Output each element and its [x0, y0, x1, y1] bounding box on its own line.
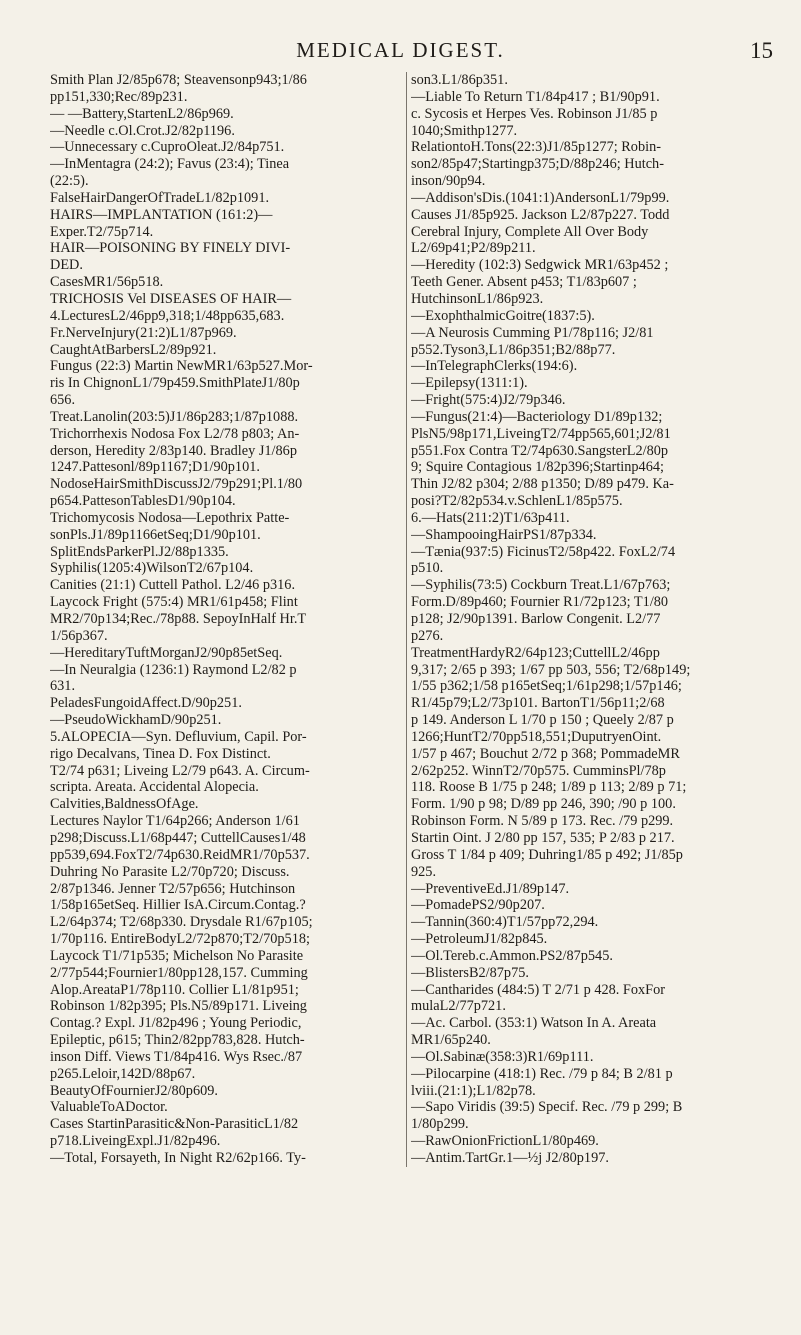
index-entry-line: Form. 1/90 p 98; D/89 pp 246, 390; /90 p 100. — [411, 796, 676, 813]
index-entry-line: 1/55 p362;1/58 p165etSeq;1/61p298;1/57p146; — [411, 678, 682, 695]
index-entry-line: 1/70p116. EntireBodyL2/72p870;T2/70p518; — [50, 931, 310, 948]
index-entry-line: —Ol.Tereb.c.Ammon.PS2/87p545. — [411, 947, 613, 964]
index-entry-line: Treat.Lanolin(203:5)J1/86p283;1/87p1088. — [50, 408, 299, 425]
index-entry-line: —Tænia(937:5) FicinusT2/58p422. FoxL2/74 — [411, 543, 676, 560]
index-entry-line: L2/64p374; T2/68p330. Drysdale R1/67p105; — [50, 914, 313, 931]
index-entry-line: — —Battery,StartenL2/86p969. — [50, 105, 234, 122]
index-entry-line: Canities (21:1) Cuttell Pathol. L2/46 p316. — [50, 577, 296, 594]
index-entry-line: —InTelegraphClerks(194:6). — [411, 358, 578, 375]
index-entry-line: FalseHairDangerOfTradeL1/82p1091. — [50, 189, 270, 206]
index-entry-line: Calvities,BaldnessOfAge. — [50, 796, 199, 813]
index-entry-line: T2/74 p631; Liveing L2/79 p643. A. Circum- — [50, 762, 310, 779]
index-entry-line: son3.L1/86p351. — [411, 72, 508, 88]
index-entry-line: lviii.(21:1);L1/82p78. — [411, 1082, 536, 1099]
index-entry-line: —Needle c.Ol.Crot.J2/82p1196. — [50, 122, 235, 139]
index-entry-line: p128; J2/90p1391. Barlow Congenit. L2/77 — [411, 611, 661, 627]
index-entry-line: Smith Plan J2/85p678; Steavensonp943;1/86 — [50, 72, 307, 88]
index-entry-line: 656. — [50, 392, 76, 409]
index-entry-line: Gross T 1/84 p 409; Duhring1/85 p 492; J1/85p — [411, 846, 683, 863]
index-entry-line: HutchinsonL1/86p923. — [411, 290, 544, 307]
index-entry-line: —In Neuralgia (1236:1) Raymond L2/82 p — [50, 661, 297, 678]
index-entry-line: TRICHOSIS Vel DISEASES OF HAIR— — [50, 290, 292, 307]
index-entry-line: Form.D/89p460; Fournier R1/72p123; T1/80 — [411, 594, 669, 611]
index-entry-line: —Syphilis(73:5) Cockburn Treat.L1/67p763; — [411, 577, 671, 594]
index-entry-line: 2/62p252. WinnT2/70p575. CumminsPl/78p — [411, 762, 666, 779]
index-entry-line: Exper.T2/75p714. — [50, 223, 154, 240]
index-entry-line: —Fright(575:4)J2/79p346. — [411, 392, 566, 409]
index-entry-line: —BlistersB2/87p75. — [411, 964, 529, 981]
index-entry-line: —Heredity (102:3) Sedgwick MR1/63p452 ; — [411, 257, 669, 274]
index-entry-line: Fungus (22:3) Martin NewMR1/63p527.Mor- — [50, 358, 313, 375]
index-entry-line: —Total, Forsayeth, In Night R2/62p166. Ty- — [50, 1150, 306, 1166]
index-entry-line: derson, Heredity 2/83p140. Bradley J1/86p — [50, 442, 297, 459]
index-entry-line: —PetroleumJ1/82p845. — [411, 931, 548, 948]
index-entry-line: scripta. Areata. Accidental Alopecia. — [50, 779, 259, 796]
page-number: 15 — [750, 38, 773, 63]
index-entry-line: sonPls.J1/89p1166etSeq;D1/90p101. — [50, 526, 261, 543]
index-entry-line: Robinson 1/82p395; Pls.N5/89p171. Liveing — [50, 998, 307, 1015]
index-entry-line: p552.Tyson3,L1/86p351;B2/88p77. — [411, 341, 616, 358]
index-entry-line: —Fungus(21:4)—Bacteriology D1/89p132; — [411, 408, 663, 425]
index-entry-line: HAIRS—IMPLANTATION (161:2)— — [50, 206, 273, 223]
index-entry-line: Duhring No Parasite L2/70p720; Discuss. — [50, 863, 290, 880]
index-entry-line: RelationtoH.Tons(22:3)J1/85p1277; Robin- — [411, 139, 661, 156]
index-entry-line: —Cantharides (484:5) T 2/71 p 428. FoxFor — [411, 981, 666, 998]
index-entry-line: —ShampooingHairPS1/87p334. — [411, 526, 597, 543]
index-entry-line: inson Diff. Views T1/84p416. Wys Rsec./87 — [50, 1048, 303, 1065]
index-entry-line: CasesMR1/56p518. — [50, 274, 164, 291]
index-entry-line: —Ol.Sabinæ(358:3)R1/69p111. — [411, 1048, 594, 1065]
index-entry-line: —Pilocarpine (418:1) Rec. /79 p 84; B 2/81 p — [411, 1065, 673, 1082]
index-entry-line: —Tannin(360:4)T1/57pp72,294. — [411, 914, 599, 931]
index-entry-line: Cerebral Injury, Complete All Over Body — [411, 223, 649, 240]
index-entry-line: —PomadePS2/90p207. — [411, 897, 545, 914]
index-entry-line: —Ac. Carbol. (353:1) Watson In A. Areata — [411, 1015, 657, 1032]
index-entry-line: p510. — [411, 560, 444, 577]
index-entry-line: —PreventiveEd.J1/89p147. — [411, 880, 570, 897]
index-entry-line: Alop.AreataP1/78p110. Collier L1/81p951; — [50, 981, 299, 998]
index-entry-line: Laycock T1/71p535; Michelson No Parasite — [50, 947, 304, 964]
index-entry-line: 631. — [50, 678, 76, 695]
index-entry-line: 1040;Smithp1277. — [411, 122, 518, 139]
index-entry-line: —Sapo Viridis (39:5) Specif. Rec. /79 p 299; B — [411, 1099, 683, 1116]
index-entry-line: 9,317; 2/65 p 393; 1/67 pp 503, 556; T2/68p149; — [411, 661, 691, 678]
index-entry-line: BeautyOfFournierJ2/80p609. — [50, 1082, 218, 1099]
index-entry-line: p718.LiveingExpl.J1/82p496. — [50, 1133, 221, 1150]
index-entry-line: Syphilis(1205:4)WilsonT2/67p104. — [50, 560, 254, 577]
index-entry-line: TreatmentHardyR2/64p123;CuttellL2/46pp — [411, 644, 660, 661]
index-entry-line: PeladesFungoidAffect.D/90p251. — [50, 695, 242, 712]
index-entry-line: mulaL2/77p721. — [411, 998, 506, 1015]
index-entry-line: 118. Roose B 1/75 p 248; 1/89 p 113; 2/89 p 71; — [411, 779, 687, 796]
index-entry-line: son2/85p47;Startingp375;D/88p246; Hutch- — [411, 156, 664, 173]
index-entry-line: —HereditaryTuftMorganJ2/90p85etSeq. — [50, 644, 283, 661]
index-entry-line: pp151,330;Rec/89p231. — [50, 88, 188, 105]
index-entry-line: p 149. Anderson L 1/70 p 150 ; Queely 2/87 p — [411, 712, 674, 729]
index-entry-line: 2/77p544;Fournier1/80pp128,157. Cumming — [50, 964, 308, 981]
index-entry-line: CaughtAtBarbersL2/89p921. — [50, 341, 217, 358]
index-entry-line: Cases StartinParasitic&Non-ParasiticL1/82 — [50, 1116, 299, 1133]
index-entry-line: —Unnecessary c.CuproOleat.J2/84p751. — [50, 139, 285, 156]
index-entry-line: Robinson Form. N 5/89 p 173. Rec. /79 p299. — [411, 813, 674, 830]
index-entry-line: —Epilepsy(1311:1). — [411, 375, 528, 392]
index-entry-line: R1/45p79;L2/73p101. BartonT1/56p11;2/68 — [411, 695, 665, 712]
index-entry-line: —A Neurosis Cumming P1/78p116; J2/81 — [411, 324, 654, 341]
index-entry-line: pp539,694.FoxT2/74p630.ReidMR1/70p537. — [50, 846, 310, 863]
index-entry-line: —PseudoWickhamD/90p251. — [50, 712, 222, 729]
index-entry-line: 1247.Pattesonl/89p1167;D1/90p101. — [50, 459, 260, 476]
index-entry-line: Causes J1/85p925. Jackson L2/87p227. Todd — [411, 206, 670, 223]
index-entry-line: Epileptic, p615; Thin2/82pp783,828. Hutch- — [50, 1032, 305, 1049]
index-entry-line: 1266;HuntT2/70pp518,551;DuputryenOint. — [411, 728, 662, 745]
index-entry-line: c. Sycosis et Herpes Ves. Robinson J1/85 p — [411, 105, 658, 122]
index-entry-line: —Addison'sDis.(1041:1)AndersonL1/79p99. — [411, 189, 670, 206]
index-entry-line: 1/56p367. — [50, 627, 108, 644]
index-entry-line: rigo Decalvans, Tinea D. Fox Distinct. — [50, 745, 271, 762]
index-entry-line: NodoseHairSmithDiscussJ2/79p291;Pl.1/80 — [50, 476, 303, 493]
index-entry-line: MR1/65p240. — [411, 1032, 491, 1049]
index-entry-line: p276. — [411, 627, 444, 644]
index-entry-line: Lectures Naylor T1/64p266; Anderson 1/61 — [50, 813, 300, 830]
index-entry-line: p551.Fox Contra T2/74p630.SangsterL2/80p — [411, 442, 669, 459]
index-entry-line: (22:5). — [50, 173, 89, 190]
index-entry-line: 925. — [411, 863, 437, 880]
index-entry-line: ValuableToADoctor. — [50, 1099, 168, 1116]
index-entry-line: Contag.? Expl. J1/82p496 ; Young Periodic, — [50, 1015, 302, 1032]
index-entry-line: Trichomycosis Nodosa—Lepothrix Patte- — [50, 509, 290, 526]
index-entry-line: —Antim.TartGr.1—½j J2/80p197. — [411, 1150, 609, 1166]
page-header — [0, 38, 801, 68]
index-entry-line: 5.ALOPECIA—Syn. Defluvium, Capil. Por- — [50, 728, 307, 745]
left-column — [50, 72, 407, 1167]
index-entry-line: Fr.NerveInjury(21:2)L1/87p969. — [50, 324, 237, 341]
index-entry-line: —Liable To Return T1/84p417 ; B1/90p91. — [411, 88, 660, 105]
right-column — [411, 72, 763, 1167]
index-entry-line: Laycock Fright (575:4) MR1/61p458; Flint — [50, 594, 298, 611]
index-entry-line: 1/80p299. — [411, 1116, 469, 1133]
index-entry-line: Teeth Gener. Absent p453; T1/83p607 ; — [411, 274, 637, 291]
index-entry-line: 1/57 p 467; Bouchut 2/72 p 368; PommadeMR — [411, 745, 680, 762]
index-entry-line: SplitEndsParkerPl.J2/88p1335. — [50, 543, 229, 560]
index-entry-line: MR2/70p134;Rec./78p88. SepoyInHalf Hr.T — [50, 611, 307, 627]
index-entry-line: p298;Discuss.L1/68p447; CuttellCauses1/48 — [50, 829, 306, 846]
index-entry-line: 9; Squire Contagious 1/82p396;Startinp464; — [411, 459, 664, 476]
index-entry-line: p265.Leloir,142D/88p67. — [50, 1065, 196, 1082]
index-entry-line: DED. — [50, 257, 83, 274]
index-entry-line: —InMentagra (24:2); Favus (23:4); Tinea — [50, 156, 290, 173]
index-entry-line: p654.PattesonTablesD1/90p104. — [50, 493, 236, 510]
index-entry-line: 4.LecturesL2/46pp9,318;1/48pp635,683. — [50, 307, 285, 324]
index-entry-line: HAIR—POISONING BY FINELY DIVI- — [50, 240, 291, 257]
index-entry-line: 2/87p1346. Jenner T2/57p656; Hutchinson — [50, 880, 296, 897]
index-entry-line: 1/58p165etSeq. Hillier IsA.Circum.Contag.? — [50, 897, 306, 914]
index-entry-line: posi?T2/82p534.v.SchlenL1/85p575. — [411, 493, 623, 510]
page-title: MEDICAL DIGEST. — [296, 38, 505, 62]
index-entry-line: —ExophthalmicGoitre(1837:5). — [411, 307, 595, 324]
index-entry-line: L2/69p41;P2/89p211. — [411, 240, 536, 257]
index-entry-line: ris In ChignonL1/79p459.SmithPlateJ1/80p — [50, 375, 300, 392]
index-entry-line: —RawOnionFrictionL1/80p469. — [411, 1133, 599, 1150]
index-entry-line: inson/90p94. — [411, 173, 486, 190]
index-entry-line: 6.—Hats(211:2)T1/63p411. — [411, 509, 570, 526]
index-entry-line: PlsN5/98p171,LiveingT2/74pp565,601;J2/81 — [411, 425, 671, 442]
index-entry-line: Startin Oint. J 2/80 pp 157, 535; P 2/83 p 217. — [411, 829, 675, 846]
index-entry-line: Thin J2/82 p304; 2/88 p1350; D/89 p479. Ka- — [411, 476, 674, 493]
index-entry-line: Trichorrhexis Nodosa Fox L2/78 p803; An- — [50, 425, 300, 442]
